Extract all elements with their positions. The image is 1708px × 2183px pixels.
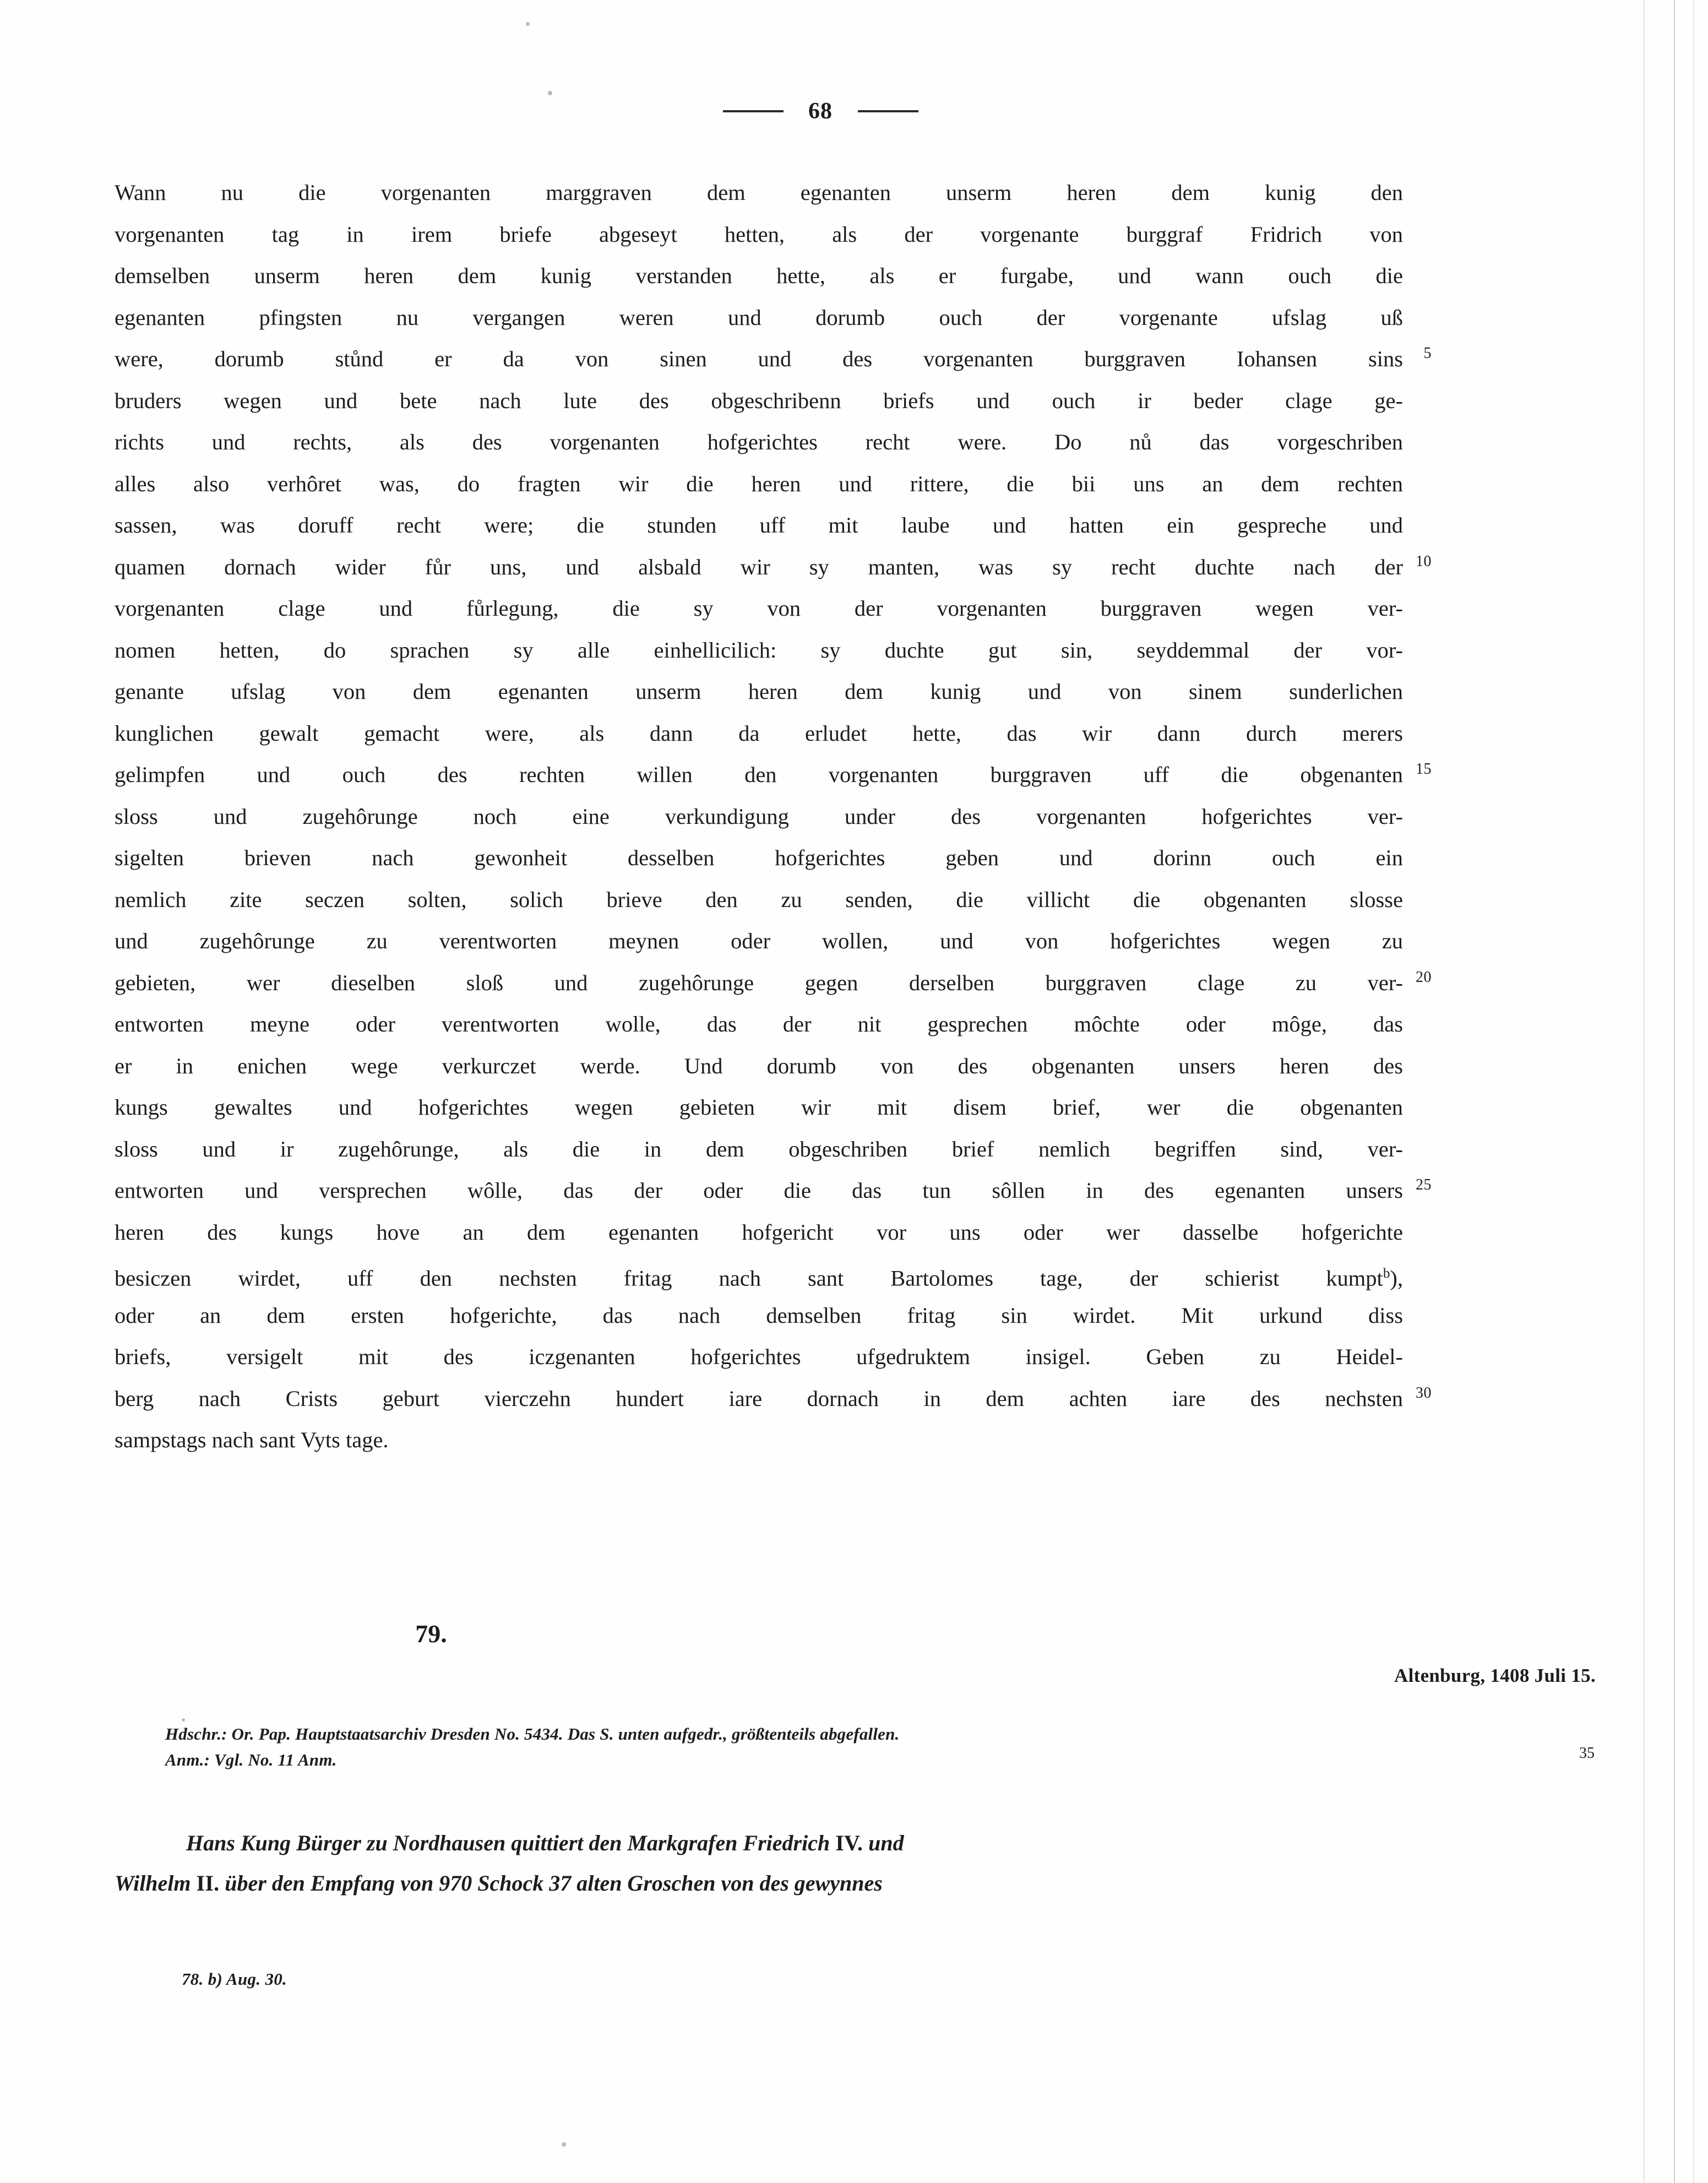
source-note (165, 1721, 1432, 1773)
text-line (115, 255, 1430, 297)
text-line (115, 713, 1430, 754)
text-line-content: richts und rechts, als des vorgenanten hofgerichtes recht were. Do nů das vorgeschriben (115, 430, 1403, 454)
text-line (115, 629, 1430, 671)
text-line (115, 1212, 1430, 1253)
text-line-content: vorgenanten tag in irem briefe abgeseyt hetten, als der vorgenante burggraf Fridrich von (115, 221, 1403, 247)
abstract-text-2b: über den Empfang von 970 Schock 37 alten Groschen von des gewynnes (225, 1871, 883, 1896)
abstract-text-1a: Hans Kung Bürger zu Nordhausen quittiert den Markgrafen Friedrich (186, 1831, 830, 1855)
text-line (115, 837, 1430, 879)
text-line-content: entworten und versprechen wôlle, das der oder die das tun sôllen in des egenanten unsers (115, 1178, 1403, 1203)
line-number: 25 (1416, 1176, 1432, 1193)
text-line-content: kunglichen gewalt gemacht were, als dann da erludet hette, das wir dann durch merers (115, 720, 1403, 746)
main-text-block (115, 172, 1430, 1461)
text-line-content: und zugehôrunge zu verentworten meynen oder wollen, und von hofgerichtes wegen zu (115, 928, 1403, 953)
text-line-content: egenanten pfingsten nu vergangen weren und dorumb ouch der vorgenante ufslag uß (115, 305, 1403, 330)
text-line-content: sigelten brieven nach gewonheit desselben hofgerichtes geben und dorinn ouch ein (115, 845, 1403, 870)
footnote: 78. b) Aug. 30. (182, 1969, 287, 1989)
text-line (115, 1003, 1430, 1045)
text-line-content: sassen, was doruff recht were; die stunden uff mit laube und hatten ein gespreche und (115, 513, 1403, 537)
header-rule-left (723, 110, 784, 112)
text-line-content: alles also verhôret was, do fragten wir die heren und rittere, die bii uns an dem rechten (115, 471, 1403, 496)
text-line (115, 1295, 1430, 1337)
text-line-content: sloss und ir zugehôrunge, als die in dem obgeschriben brief nemlich begriffen sind, ver- (115, 1136, 1403, 1161)
scan-speck (562, 2142, 566, 2147)
line-number: 5 (1423, 345, 1432, 362)
source-note-line-2: Anm.: Vgl. No. 11 Anm. (165, 1750, 337, 1769)
text-line (115, 214, 1430, 256)
text-line (115, 1336, 1430, 1378)
text-line (115, 1087, 1430, 1128)
text-line-content: kungs gewaltes und hofgerichtes wegen gebieten wir mit disem brief, wer die obgenanten (115, 1095, 1403, 1120)
text-line (115, 588, 1430, 629)
text-line-content: sampstags nach sant Vyts tage. (115, 1427, 389, 1452)
line-number-35: 35 (1579, 1745, 1595, 1762)
text-line-content: Wann nu die vorgenanten marggraven dem egenanten unserm heren dem kunig den (115, 180, 1403, 205)
abstract-roman-1: IV. (835, 1831, 863, 1855)
page-header (0, 96, 1641, 124)
text-line (115, 1378, 1430, 1420)
scan-edge-artifact (1693, 0, 1694, 2183)
text-line-content: vorgenanten clage und fůrlegung, die sy von der vorgenanten burggraven wegen ver- (115, 596, 1403, 621)
text-line-content: er in enichen wege verkurczet werde. Und dorumb von des obgenanten unsers heren des (115, 1053, 1403, 1078)
text-line (115, 920, 1430, 962)
scan-speck (526, 22, 530, 26)
abstract-text-1b: und (868, 1831, 904, 1855)
text-line-content: berg nach Crists geburt vierczehn hundert iare dornach in dem achten iare des nechsten (115, 1386, 1403, 1411)
text-line-content: quamen dornach wider fůr uns, und alsbald wir sy manten, was sy recht duchte nach der (115, 554, 1403, 579)
line-number: 20 (1416, 968, 1432, 986)
scan-edge-artifact (1644, 0, 1645, 2183)
text-line (115, 1045, 1430, 1087)
abstract-text-2a: Wilhelm (115, 1871, 191, 1896)
text-line-content: briefs, versigelt mit des iczgenanten hofgerichtes ufgedruktem insigel. Geben zu Heidel- (115, 1344, 1403, 1369)
text-line (115, 1170, 1430, 1212)
text-line (115, 546, 1430, 588)
section-number: 79. (415, 1620, 447, 1648)
text-line (115, 754, 1430, 796)
scan-edge-artifact (1674, 0, 1675, 2183)
line-number: 15 (1416, 761, 1432, 778)
text-line (115, 1253, 1430, 1295)
text-line-content: bruders wegen und bete nach lute des obgeschribenn briefs und ouch ir beder clage ge- (115, 388, 1403, 413)
line-number: 30 (1416, 1384, 1432, 1402)
document-abstract (115, 1823, 1430, 1903)
source-note-line-1: Hdschr.: Or. Pap. Hauptstaatsarchiv Dresden No. 5434. Das S. unten aufgedr., größtenteils abgefallen. (165, 1724, 900, 1744)
text-line (115, 962, 1430, 1004)
text-line (115, 796, 1430, 838)
abstract-line-2 (115, 1863, 1430, 1903)
footnote-marker: b (1383, 1266, 1390, 1281)
text-line-content: nemlich zite seczen solten, solich brieve den zu senden, die villicht die obgenanten slosse (115, 887, 1403, 912)
text-line (115, 463, 1430, 505)
text-line-content: gelimpfen und ouch des rechten willen den vorgenanten burggraven uff die obgenanten (115, 762, 1403, 787)
text-line-content: nomen hetten, do sprachen sy alle einhellicilich: sy duchte gut sin, seyddemmal der vor- (115, 637, 1403, 662)
text-line (115, 879, 1430, 921)
text-line-content: genante ufslag von dem egenanten unserm heren dem kunig und von sinem sunderlichen (115, 679, 1403, 704)
abstract-roman-2: II. (196, 1871, 220, 1896)
place-and-date: Altenburg, 1408 Juli 15. (1394, 1665, 1596, 1686)
text-line (115, 172, 1430, 214)
text-line (115, 671, 1430, 713)
text-line (115, 1419, 1430, 1461)
page-number: 68 (808, 99, 833, 124)
line-number: 10 (1416, 552, 1432, 570)
text-line (115, 1128, 1430, 1170)
text-line-content: besiczen wirdet, uff den nechsten fritag nach sant Bartolomes tage, der schierist kumpt$^b$), (115, 1266, 1403, 1291)
scan-speck (548, 91, 552, 95)
text-line (115, 504, 1430, 546)
text-line-content: sloss und zugehôrunge noch eine verkundigung under des vorgenanten hofgerichtes ver- (115, 803, 1403, 829)
header-rule-right (858, 110, 918, 112)
text-line (115, 421, 1430, 463)
text-line-content: entworten meyne oder verentworten wolle, das der nit gesprechen môchte oder môge, das (115, 1012, 1403, 1036)
text-line-content: heren des kungs hove an dem egenanten hofgericht vor uns oder wer dasselbe hofgerichte (115, 1219, 1403, 1245)
text-line (115, 380, 1430, 422)
text-line-content: demselben unserm heren dem kunig verstanden hette, als er furgabe, und wann ouch die (115, 263, 1403, 288)
abstract-line-1 (115, 1823, 1430, 1863)
text-line-content: were, dorumb stůnd er da von sinen und des vorgenanten burggraven Iohansen sins (115, 346, 1403, 371)
text-line (115, 338, 1430, 380)
text-line (115, 297, 1430, 339)
text-line-content: gebieten, wer dieselben sloß und zugehôrunge gegen derselben burggraven clage zu ver- (115, 970, 1403, 995)
text-line-content: oder an dem ersten hofgerichte, das nach demselben fritag sin wirdet. Mit urkund diss (115, 1302, 1403, 1328)
